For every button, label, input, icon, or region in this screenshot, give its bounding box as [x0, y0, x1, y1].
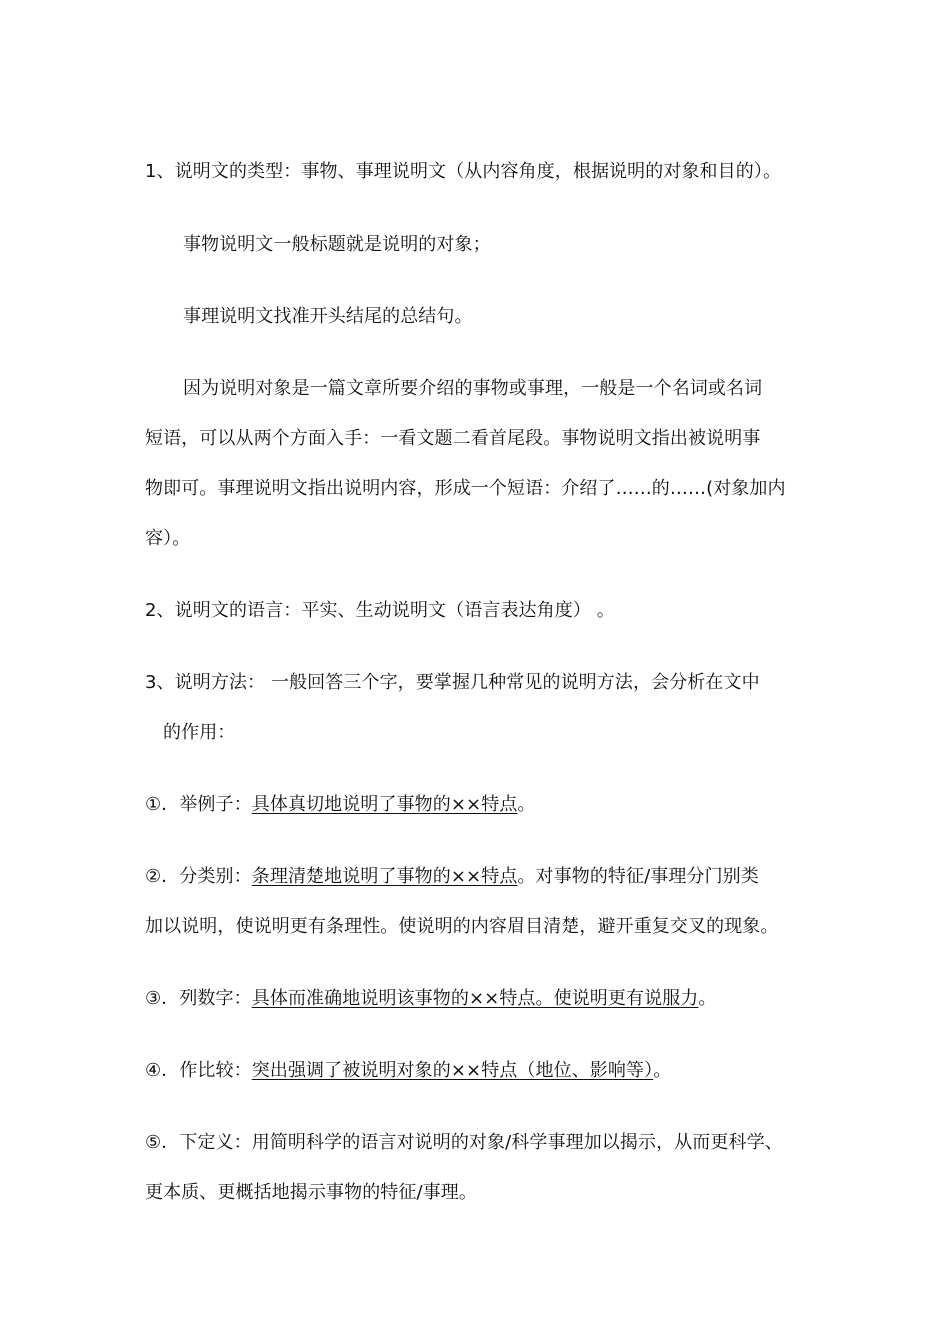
method-classification-continued: 加以说明，使说明更有条理性。使说明的内容眉目清楚，避开重复交叉的现象。: [145, 916, 779, 937]
method-classification: [145, 865, 835, 889]
method-example-tail: 。: [517, 794, 536, 815]
method-classification-tail: 。对事物的特征/事理分门别类: [517, 866, 759, 887]
section-1-paragraph-3-line-4: 容）。: [145, 528, 191, 549]
section-1-paragraph-3-line-2: 短语，可以从两个方面入手：一看文题二看首尾段。事物说明文指出被说明事: [145, 428, 761, 449]
method-example-effect: 具体真切地说明了事物的××特点: [251, 794, 518, 815]
method-example-label: ①．举例子：: [145, 794, 252, 815]
method-numbers: [145, 987, 835, 1011]
section-1-title: 1、说明文的类型：事物、事理说明文（从内容角度，根据说明的对象和目的）。: [145, 161, 782, 182]
method-comparison-label: ④．作比较：: [145, 1060, 252, 1081]
method-numbers-label: ③．列数字：: [145, 988, 252, 1009]
section-1-paragraph-3-line-1: 因为说明对象是一篇文章所要介绍的事物或事理，一般是一个名词或名词: [183, 378, 763, 399]
method-numbers-tail: 。: [698, 988, 717, 1009]
method-classification-effect: 条理清楚地说明了事物的××特点: [251, 866, 518, 887]
section-3-title-line-1: 3、说明方法： 一般回答三个字，要掌握几种常见的说明方法，会分析在文中: [145, 672, 760, 693]
section-1-paragraph-1: 事物说明文一般标题就是说明的对象；: [183, 234, 491, 255]
method-comparison-effect: 突出强调了被说明对象的××特点（地位、影响等）: [251, 1060, 654, 1081]
section-2-title: 2、说明文的语言：平实、生动说明文（语言表达角度） 。: [145, 600, 615, 621]
section-1-paragraph-3-line-3: 物即可。事理说明文指出说明内容，形成一个短语：介绍了……的……(对象加内: [145, 478, 786, 499]
method-comparison-tail: 。: [653, 1060, 672, 1081]
section-3-title-line-2: 的作用：: [163, 722, 236, 743]
method-comparison: [145, 1059, 835, 1083]
method-definition-line-2: 更本质、更概括地揭示事物的特征/事理。: [145, 1182, 477, 1203]
method-definition-line-1: ⑤．下定义：用简明科学的语言对说明的对象/科学事理加以揭示，从而更科学、: [145, 1132, 783, 1153]
method-classification-label: ②．分类别：: [145, 866, 252, 887]
section-1-paragraph-2: 事理说明文找准开头结尾的总结句。: [183, 306, 473, 327]
method-example: [145, 793, 835, 817]
method-numbers-effect: 具体而准确地说明该事物的××特点。使说明更有说服力: [251, 988, 699, 1009]
